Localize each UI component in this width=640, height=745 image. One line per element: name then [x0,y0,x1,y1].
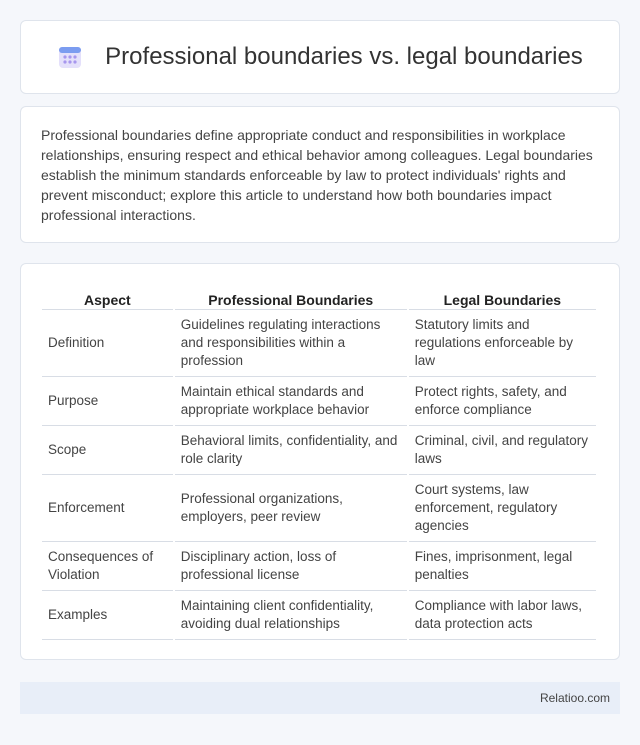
page-title: Professional boundaries vs. legal boundaries [105,43,583,70]
intro-card [20,106,620,243]
table-header-row [42,284,596,310]
comparison-card [20,263,620,660]
cell-legal: Compliance with labor laws, data protection acts [409,591,596,640]
table-row [42,377,596,426]
cell-professional: Maintain ethical standards and appropriate workplace behavior [175,377,407,426]
cell-aspect: Purpose [42,377,173,426]
cell-aspect: Enforcement [42,475,173,542]
table-row [42,475,596,542]
cell-aspect: Examples [42,591,173,640]
cell-aspect: Scope [42,426,173,475]
cell-legal: Fines, imprisonment, legal penalties [409,542,596,591]
header-professional: Professional Boundaries [175,284,407,310]
cell-professional: Professional organizations, employers, peer review [175,475,407,542]
comparison-table [40,284,598,640]
title-card [20,20,620,94]
table-row [42,426,596,475]
header-legal: Legal Boundaries [409,284,596,310]
cell-professional: Disciplinary action, loss of professional license [175,542,407,591]
calendar-icon [57,44,83,70]
footer [20,682,620,714]
cell-legal: Protect rights, safety, and enforce compliance [409,377,596,426]
intro-paragraph: Professional boundaries define appropriate conduct and responsibilities in workplace relationships, ensuring respect and ethical behavior among colleagues. Legal boundaries establish the minimum standards enforceable by law to protect individuals' rights and prevent misconduct; explore this article to understand how both boundaries impact professional interactions. [41,127,593,223]
table-row [42,542,596,591]
cell-professional: Guidelines regulating interactions and responsibilities within a profession [175,310,407,377]
cell-aspect: Definition [42,310,173,377]
cell-legal: Court systems, law enforcement, regulatory agencies [409,475,596,542]
cell-aspect: Consequences of Violation [42,542,173,591]
cell-legal: Statutory limits and regulations enforceable by law [409,310,596,377]
cell-professional: Behavioral limits, confidentiality, and role clarity [175,426,407,475]
cell-professional: Maintaining client confidentiality, avoiding dual relationships [175,591,407,640]
cell-legal: Criminal, civil, and regulatory laws [409,426,596,475]
table-row [42,591,596,640]
footer-brand: Relatioo.com [539,691,610,705]
table-row [42,310,596,377]
header-aspect: Aspect [42,284,173,310]
